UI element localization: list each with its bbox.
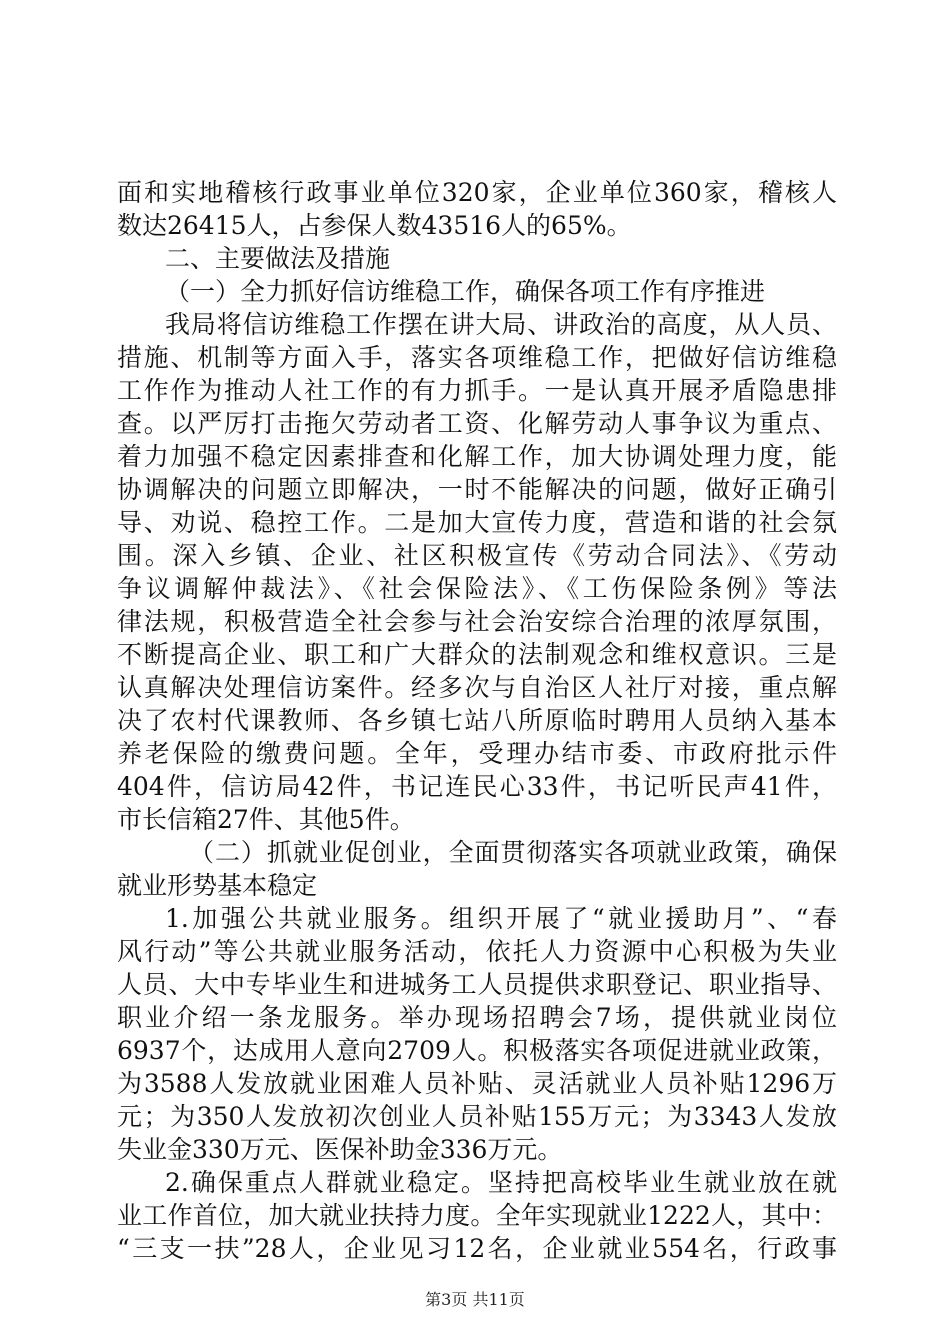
section-heading: 二、主要做法及措施 (165, 244, 391, 273)
text-line: 争议调解仲裁法》、《社会保险法》、《工伤保险条例》等法 (117, 574, 837, 603)
text-line: 业工作首位，加大就业扶持力度。全年实现就业1222人，其中： (117, 1201, 837, 1230)
text-line: 1.加强公共就业服务。组织开展了“就业援助月”、“春 (165, 904, 837, 933)
text-line: 措施、机制等方面入手，落实各项维稳工作，把做好信访维稳 (117, 343, 837, 372)
text-line: 围。深入乡镇、企业、社区积极宣传《劳动合同法》、《劳动 (117, 541, 837, 570)
subsection-heading: （一）全力抓好信访维稳工作，确保各项工作有序推进 (165, 277, 766, 306)
subsection-heading: （二）抓就业促创业，全面贯彻落实各项就业政策，确保 (189, 838, 837, 867)
text-line: 2.确保重点人群就业稳定。坚持把高校毕业生就业放在就 (165, 1168, 837, 1197)
subsection-heading-cont: 就业形势基本稳定 (117, 871, 318, 900)
page-footer: 第3页 共11页 (425, 1290, 525, 1309)
text-line: “三支一扶”28人，企业见习12名，企业就业554名，行政事 (117, 1234, 837, 1263)
text-line: 404件，信访局42件，书记连民心33件，书记听民声41件， (117, 772, 837, 801)
text-line: 市长信箱27件、其他5件。 (117, 805, 415, 834)
text-line: 养老保险的缴费问题。全年，受理办结市委、市政府批示件 (117, 739, 837, 768)
text-line: 协调解决的问题立即解决，一时不能解决的问题，做好正确引 (117, 475, 837, 504)
text-line: 我局将信访维稳工作摆在讲大局、讲政治的高度，从人员、 (165, 310, 837, 339)
text-line: 失业金330万元、医保补助金336万元。 (117, 1135, 563, 1164)
text-line: 风行动”等公共就业服务活动，依托人力资源中心积极为失业 (117, 937, 837, 966)
text-line: 人员、大中专毕业生和进城务工人员提供求职登记、职业指导、 (117, 970, 837, 999)
text-line: 元；为350人发放初次创业人员补贴155万元；为3343人发放 (117, 1102, 837, 1131)
text-line: 认真解决处理信访案件。经多次与自治区人社厅对接，重点解 (117, 673, 837, 702)
text-line: 6937个，达成用人意向2709人。积极落实各项促进就业政策， (117, 1036, 837, 1065)
text-line: 职业介绍一条龙服务。举办现场招聘会7场，提供就业岗位 (117, 1003, 837, 1032)
text-line: 查。以严厉打击拖欠劳动者工资、化解劳动人事争议为重点、 (117, 409, 837, 438)
text-line: 数达26415人，占参保人数43516人的65%。 (117, 211, 632, 240)
text-line: 不断提高企业、职工和广大群众的法制观念和维权意识。三是 (117, 640, 837, 669)
text-line: 决了农村代课教师、各乡镇七站八所原临时聘用人员纳入基本 (117, 706, 837, 735)
text-line: 面和实地稽核行政事业单位320家，企业单位360家，稽核人 (117, 178, 837, 207)
text-line: 律法规，积极营造全社会参与社会治安综合治理的浓厚氛围， (117, 607, 837, 636)
text-line: 着力加强不稳定因素排查和化解工作，加大协调处理力度，能 (117, 442, 837, 471)
text-line: 工作作为推动人社工作的有力抓手。一是认真开展矛盾隐患排 (117, 376, 837, 405)
text-line: 为3588人发放就业困难人员补贴、灵活就业人员补贴1296万 (117, 1069, 837, 1098)
text-line: 导、劝说、稳控工作。二是加大宣传力度，营造和谐的社会氛 (117, 508, 837, 537)
